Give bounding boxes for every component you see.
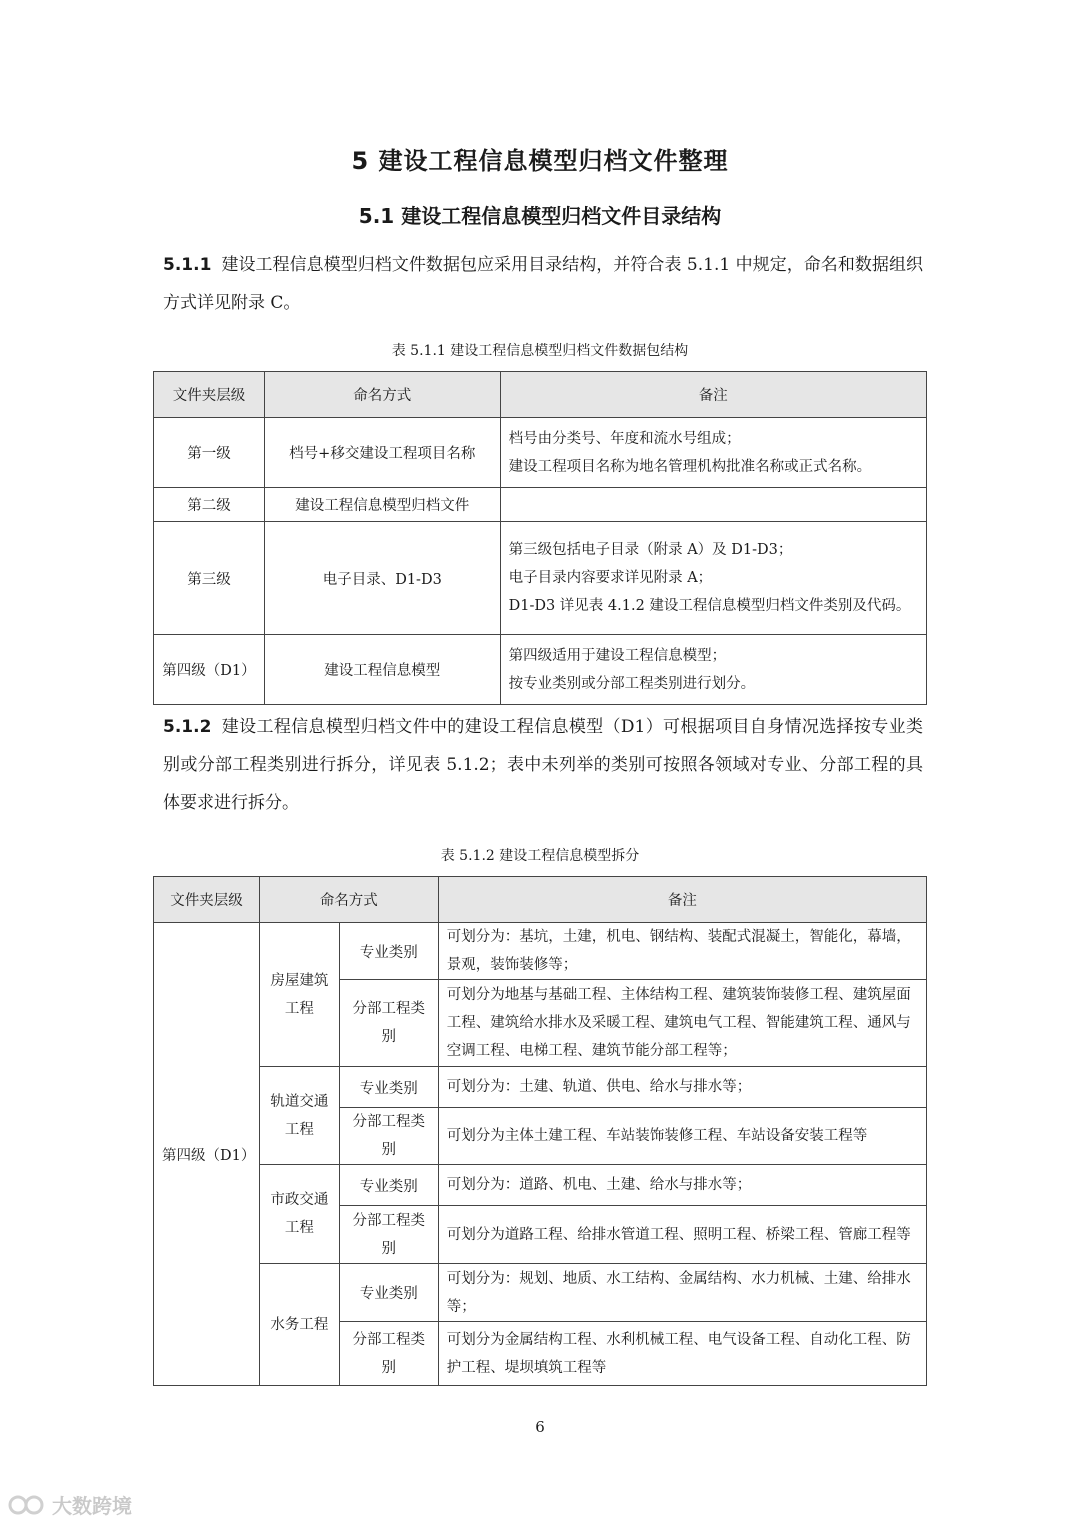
notes-cell: [500, 635, 926, 705]
table-row: [154, 635, 927, 705]
group-name-cell: 市政交通工程: [259, 1165, 339, 1264]
note-line: 电子目录内容要求详见附录 A；: [508, 570, 713, 586]
note-line: D1-D3 详见表 4.1.2 建设工程信息模型归档文件类别及代码。: [508, 598, 911, 614]
group-name-cell: 轨道交通工程: [259, 1067, 339, 1165]
page-number: 6: [535, 1418, 545, 1436]
table-5-1-1: [153, 371, 927, 705]
note-cell: 可划分为金属结构工程、水利机械工程、电气设备工程、自动化工程、防护工程、堤坝填筑工程等: [438, 1322, 926, 1386]
category-cell: 专业类别: [339, 923, 438, 980]
notes-cell: [500, 418, 926, 488]
clause-number: 5.1.1: [163, 255, 212, 275]
table-row: [154, 1067, 927, 1108]
table-5-1-2: [153, 876, 927, 1386]
table2-caption: 表 5.1.2 建设工程信息模型拆分: [440, 848, 640, 864]
naming-cell: 建设工程信息模型归档文件: [264, 488, 500, 522]
category-cell: 专业类别: [339, 1067, 438, 1108]
header-cell: 文件夹层级: [154, 877, 260, 923]
note-line: 建设工程项目名称为地名管理机构批准名称或正式名称。: [508, 458, 872, 475]
clause-text: 建设工程信息模型归档文件中的建设工程信息模型（D1）可根据项目自身情况选择按专业类别或分部工程类别进行拆分，详见表 5.1.2；表中未列举的类别可按照各领域对专业、分部工程的具体要求进行拆分。: [163, 717, 923, 813]
notes-cell: [500, 488, 926, 522]
table-row: [154, 1264, 927, 1322]
table-row: [154, 418, 927, 488]
note-cell: 可划分为道路工程、给排水管道工程、照明工程、桥梁工程、管廊工程等: [438, 1206, 926, 1264]
category-cell: 分部工程类别: [339, 980, 438, 1067]
naming-cell: 电子目录、D1-D3: [264, 522, 500, 635]
level-cell: 第四级（D1）: [154, 923, 260, 1386]
category-cell: 专业类别: [339, 1264, 438, 1322]
header-cell: 命名方式: [264, 372, 500, 418]
table-row: [154, 923, 927, 980]
note-cell: 可划分为主体土建工程、车站装饰装修工程、车站设备安装工程等: [438, 1108, 926, 1165]
note-cell: 可划分为地基与基础工程、主体结构工程、建筑装饰装修工程、建筑屋面工程、建筑给水排水及采暖工程、建筑电气工程、智能建筑工程、通风与空调工程、电梯工程、建筑节能分部工程等；: [438, 980, 926, 1067]
header-cell: 命名方式: [259, 877, 438, 923]
note-cell: 可划分为：土建、轨道、供电、给水与排水等；: [438, 1067, 926, 1108]
clause-5-1-2: [163, 708, 923, 822]
note-line: 按专业类别或分部工程类别进行划分。: [508, 675, 756, 692]
clause-number: 5.1.2: [163, 717, 212, 737]
level-cell: 第一级: [154, 418, 265, 488]
watermark-text: 大数跨境: [52, 1494, 132, 1518]
note-line: 第三级包括电子目录（附录 A）及 D1-D3；: [508, 542, 793, 558]
header-cell: 备注: [500, 372, 926, 418]
category-cell: 分部工程类别: [339, 1322, 438, 1386]
level-cell: 第三级: [154, 522, 265, 635]
naming-cell: 建设工程信息模型: [264, 635, 500, 705]
category-cell: 分部工程类别: [339, 1108, 438, 1165]
watermark-logo-icon: [8, 1492, 48, 1518]
header-cell: 备注: [438, 877, 926, 923]
table-row: [154, 488, 927, 522]
naming-cell: 档号+移交建设工程项目名称: [264, 418, 500, 488]
note-line: 档号由分类号、年度和流水号组成；: [508, 430, 741, 447]
note-cell: 可划分为：道路、机电、土建、给水与排水等；: [438, 1165, 926, 1206]
level-cell: 第二级: [154, 488, 265, 522]
table1-caption: 表 5.1.1 建设工程信息模型归档文件数据包结构: [391, 343, 689, 359]
table-header-row: [154, 372, 927, 418]
notes-cell: [500, 522, 926, 635]
group-name-cell: 水务工程: [259, 1264, 339, 1386]
clause-5-1-1: [163, 246, 923, 322]
note-cell: 可划分为：基坑，土建，机电、钢结构、装配式混凝土，智能化，幕墙，景观，装饰装修等；: [438, 923, 926, 980]
table-header-row: [154, 877, 927, 923]
note-line: 第四级适用于建设工程信息模型；: [508, 647, 727, 664]
watermark: [8, 1490, 132, 1519]
category-cell: 分部工程类别: [339, 1206, 438, 1264]
clause-text: 建设工程信息模型归档文件数据包应采用目录结构，并符合表 5.1.1 中规定，命名和数据组织方式详见附录 C。: [163, 255, 923, 313]
table-row: [154, 522, 927, 635]
group-name-cell: 房屋建筑工程: [259, 923, 339, 1067]
level-cell: 第四级（D1）: [154, 635, 265, 705]
section-heading: 5.1 建设工程信息模型归档文件目录结构: [358, 204, 722, 228]
chapter-heading: 5 建设工程信息模型归档文件整理: [351, 147, 729, 175]
note-cell: 可划分为：规划、地质、水工结构、金属结构、水力机械、土建、给排水等；: [438, 1264, 926, 1322]
category-cell: 专业类别: [339, 1165, 438, 1206]
header-cell: 文件夹层级: [154, 372, 265, 418]
table-row: [154, 1165, 927, 1206]
